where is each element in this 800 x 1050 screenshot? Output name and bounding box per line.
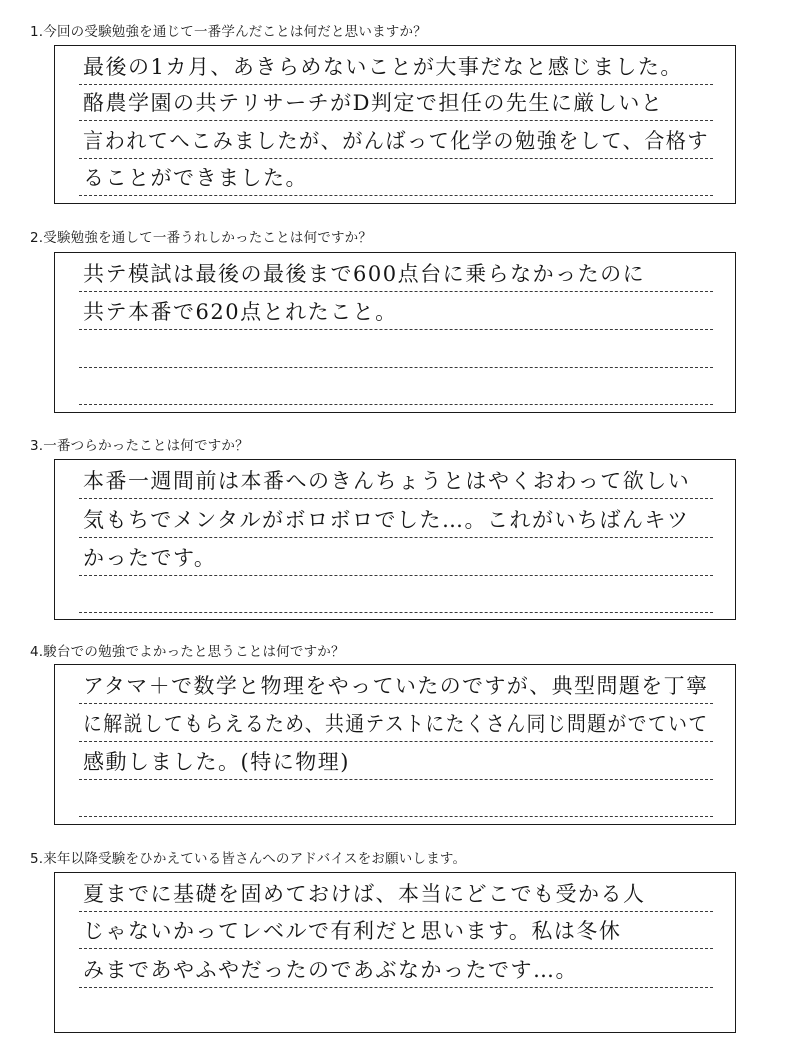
answer-line <box>79 370 713 405</box>
answer-line <box>79 745 713 780</box>
handwritten-text: 酪農学園の共テリサーチがD判定で担任の先生に厳しいと <box>83 91 664 115</box>
answer-line <box>79 503 713 538</box>
handwritten-text: 気もちでメンタルがボロボロでした…。これがいちばんキツ <box>83 508 690 532</box>
answer-line <box>79 782 713 817</box>
handwritten-text: に解説してもらえるため、共通テストにたくさん同じ問題がでていて <box>83 712 709 736</box>
handwritten-text: 言われてへこみましたが、がんばって化学の勉強をして、合格す <box>83 129 709 153</box>
question-1: 1.今回の受験勉強を通じて一番学んだことは何だと思いますか？ <box>30 24 427 40</box>
answer-line <box>79 124 713 159</box>
handwritten-text: 共テ模試は最後の最後まで600点台に乗らなかったのに <box>83 262 646 286</box>
answer-line <box>79 578 713 613</box>
answer-line <box>79 257 713 292</box>
answer-line <box>79 161 713 196</box>
answer-line <box>79 953 713 988</box>
handwritten-text: 夏までに基礎を固めておけば、本当にどこでも受かる人 <box>83 882 646 906</box>
answer-line <box>79 464 713 499</box>
answer-line <box>79 333 713 368</box>
answer-box-2 <box>54 252 736 413</box>
handwritten-text: じゃないかってレベルで有利だと思います。私は冬休 <box>83 919 622 943</box>
question-2: 2.受験勉強を通して一番うれしかったことは何ですか？ <box>30 230 373 246</box>
question-4: 4.駿台での勉強でよかったと思うことは何ですか？ <box>30 644 345 660</box>
handwritten-text: みまであやふやだったのであぶなかったです…。 <box>83 958 578 982</box>
answer-line <box>79 295 713 330</box>
handwritten-text: ることができました。 <box>83 166 308 190</box>
answer-line <box>79 707 713 742</box>
handwritten-text: 感動しました。(特に物理) <box>83 750 350 774</box>
answer-line <box>79 541 713 576</box>
answer-line <box>79 669 713 704</box>
handwritten-text: アタマ＋で数学と物理をやっていたのですが、典型問題を丁寧 <box>83 674 709 698</box>
question-3: 3.一番つらかったことは何ですか？ <box>30 438 249 454</box>
handwritten-text: 最後の1カ月、あきらめないことが大事だなと感じました。 <box>83 55 683 79</box>
answer-box-1 <box>54 45 736 204</box>
answer-line <box>79 877 713 912</box>
handwritten-text: 共テ本番で620点とれたこと。 <box>83 300 398 324</box>
answer-line <box>79 50 713 85</box>
answer-line <box>79 914 713 949</box>
handwritten-text: かったです。 <box>83 546 217 570</box>
answer-box-3 <box>54 459 736 620</box>
answer-line <box>79 86 713 121</box>
answer-box-4 <box>54 664 736 825</box>
answer-box-5 <box>54 872 736 1033</box>
question-5: 5.来年以降受験をひかえている皆さんへのアドバイスをお願いします。 <box>30 851 467 867</box>
handwritten-text: 本番一週間前は本番へのきんちょうとはやくおわって欲しい <box>83 469 691 493</box>
